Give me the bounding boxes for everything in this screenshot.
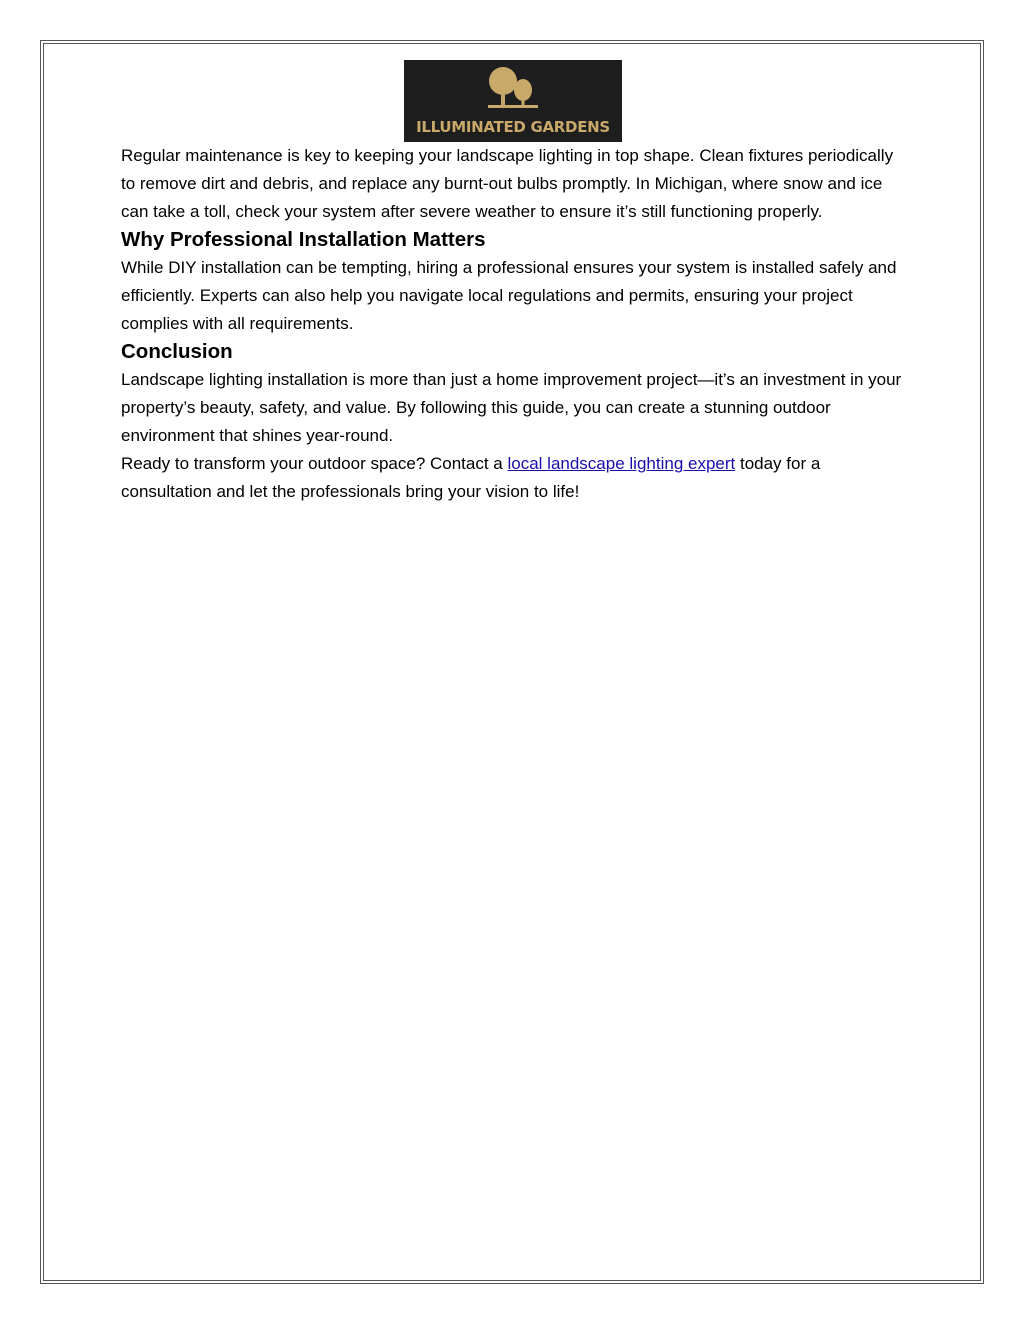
maintenance-paragraph: Regular maintenance is key to keeping your landscape lighting in top shape. Clean fixtures periodically to remove dirt and debris, and replace any burnt-out bulbs promptly. In Michigan, where snow and ice can take a toll, check your system after severe weather to ensure it’s still functioning properly.: [121, 146, 894, 221]
logo-text: ILLUMINATED GARDENS: [416, 118, 610, 136]
why-professional-paragraph: While DIY installation can be tempting, hiring a professional ensures your system is installed safely and efficiently. Experts can also help you navigate local regulations and permits, ensuring your project complies with all requirements.: [121, 258, 897, 333]
cta-text-before: Ready to transform your outdoor space? Contact a: [121, 454, 508, 473]
logo: [404, 60, 622, 142]
tree-icon: [404, 60, 622, 120]
conclusion-paragraph: Landscape lighting installation is more than just a home improvement project—it’s an investment in your property’s beauty, safety, and value. By following this guide, you can create a stunning outdoor environment that shines year-round.: [121, 370, 902, 445]
document-body: [121, 142, 911, 506]
cta-text-after: today for a consultation and let the professionals bring your vision to life!: [121, 454, 821, 501]
why-professional-heading: Why Professional Installation Matters: [121, 228, 486, 251]
cta-paragraph: [121, 450, 911, 506]
local-expert-link[interactable]: local landscape lighting expert: [507, 454, 736, 473]
conclusion-heading: Conclusion: [121, 340, 233, 363]
